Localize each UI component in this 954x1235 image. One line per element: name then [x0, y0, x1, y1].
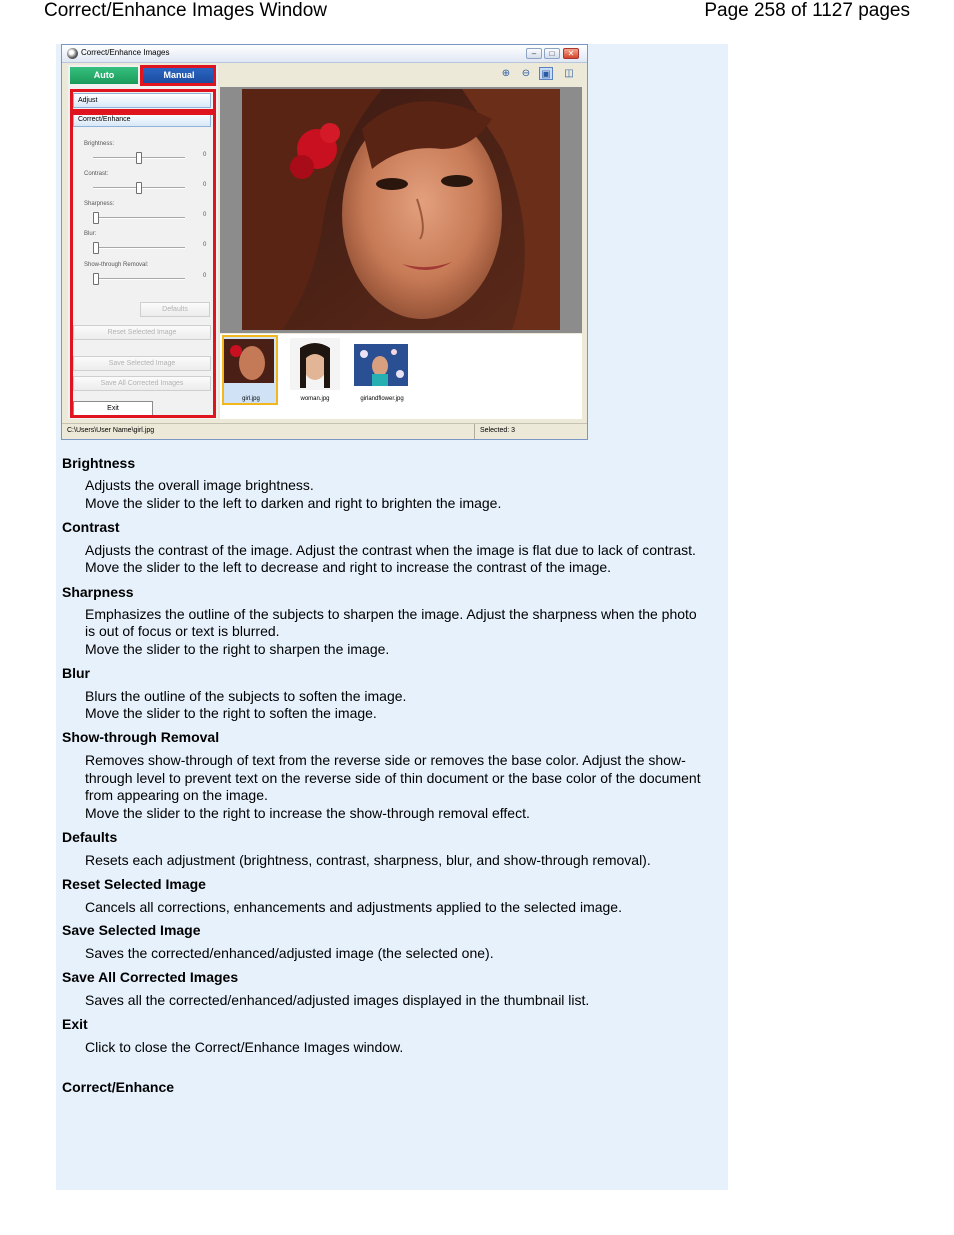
contrast-text-1: Adjusts the contrast of the image. Adjust the contrast when the image is flat due to lack of contrast.	[85, 542, 696, 558]
tab-manual[interactable]: Manual	[142, 67, 216, 84]
show-through-removal-label: Show-through Removal:	[84, 262, 149, 268]
thumbnail-label-girlandflower: girlandflower.jpg	[360, 396, 404, 402]
defaults-text-1: Resets each adjustment (brightness, contrast, sharpness, blur, and show-through removal).	[85, 852, 651, 868]
show-through-text-2: through level to prevent text on the reverse side of thin document or the base color of the document	[85, 770, 701, 786]
image-preview-area	[220, 87, 582, 333]
contrast-value: 0	[203, 182, 207, 188]
heading-brightness: Brightness	[62, 455, 136, 471]
close-icon[interactable]: ✕	[563, 48, 579, 59]
adjust-button[interactable]: Adjust	[73, 93, 211, 108]
page-header-title: Correct/Enhance Images Window	[44, 0, 328, 21]
reset-selected-image-button[interactable]: Reset Selected Image	[73, 325, 211, 340]
defaults-button[interactable]: Defaults	[140, 302, 210, 317]
show-through-text-4: Move the slider to the right to increase the show-through removal effect.	[85, 805, 530, 821]
brightness-text-1: Adjusts the overall image brightness.	[85, 477, 314, 493]
save-selected-image-button[interactable]: Save Selected Image	[73, 356, 211, 371]
left-panel	[68, 65, 218, 419]
contrast-label: Contrast:	[84, 171, 109, 177]
window-titlebar	[62, 45, 587, 63]
sharpness-text-3: Move the slider to the right to sharpen the image.	[85, 641, 390, 657]
tab-auto[interactable]: Auto	[70, 67, 138, 84]
compare-view-icon[interactable]: ◫	[564, 68, 574, 79]
heading-sharpness: Sharpness	[62, 584, 134, 600]
highlight-correct-enhance-area	[70, 112, 216, 418]
correct-enhance-window-screenshot	[61, 44, 588, 440]
blur-text-1: Blurs the outline of the subjects to soften the image.	[85, 688, 407, 704]
status-bar	[62, 423, 587, 439]
heading-save-selected-image: Save Selected Image	[62, 922, 201, 938]
status-file-path: C:\Users\User Name\girl.jpg	[67, 427, 155, 434]
full-screen-preview-icon[interactable]: ▣	[539, 67, 553, 80]
save-selected-text-1: Saves the corrected/enhanced/adjusted image (the selected one).	[85, 945, 494, 961]
thumbnail-girlandflower[interactable]	[354, 344, 408, 386]
thumbnail-woman[interactable]	[290, 338, 340, 390]
sharpness-text-2: is out of focus or text is blurred.	[85, 623, 280, 639]
show-through-text-1: Removes show-through of text from the reverse side or removes the base color. Adjust the show-	[85, 752, 686, 768]
minimize-icon[interactable]: –	[526, 48, 542, 59]
highlight-manual-tab	[140, 65, 216, 86]
maximize-icon[interactable]: □	[544, 48, 560, 59]
blur-value: 0	[203, 242, 207, 248]
exit-text-1: Click to close the Correct/Enhance Images window.	[85, 1039, 404, 1055]
zoom-out-icon[interactable]: ⊖	[521, 68, 531, 79]
page-number: Page 258 of 1127 pages	[704, 0, 910, 21]
correct-enhance-button[interactable]: Correct/Enhance	[73, 112, 211, 127]
status-selected-count: Selected: 3	[480, 427, 516, 434]
sharpness-text-1: Emphasizes the outline of the subjects to sharpen the image. Adjust the sharpness when the photo	[85, 606, 697, 622]
brightness-label: Brightness:	[84, 141, 115, 147]
reset-text-1: Cancels all corrections, enhancements and adjustments applied to the selected image.	[85, 899, 622, 915]
zoom-in-icon[interactable]: ⊕	[501, 68, 511, 79]
heading-reset-selected-image: Reset Selected Image	[62, 876, 206, 892]
exit-button[interactable]: Exit	[73, 401, 153, 416]
highlight-adjust	[70, 89, 216, 112]
heading-correct-enhance: Correct/Enhance	[62, 1079, 175, 1095]
save-all-corrected-images-button[interactable]: Save All Corrected Images	[73, 376, 211, 391]
sharpness-label: Sharpness:	[84, 201, 115, 207]
heading-contrast: Contrast	[62, 519, 120, 535]
status-divider	[474, 424, 475, 439]
contrast-text-2: Move the slider to the left to decrease and right to increase the contrast of the image.	[85, 559, 612, 575]
heading-blur: Blur	[62, 665, 90, 681]
blur-label: Blur:	[84, 231, 97, 237]
thumbnail-label-woman: woman.jpg	[300, 396, 330, 402]
heading-exit: Exit	[62, 1016, 88, 1032]
brightness-text-2: Move the slider to the left to darken and right to brighten the image.	[85, 495, 502, 511]
brightness-value: 0	[203, 152, 207, 158]
save-all-text-1: Saves all the corrected/enhanced/adjusted images displayed in the thumbnail list.	[85, 992, 590, 1008]
preview-photo	[242, 89, 560, 330]
heading-save-all-corrected-images: Save All Corrected Images	[62, 969, 239, 985]
blur-text-2: Move the slider to the right to soften the image.	[85, 705, 377, 721]
thumbnail-label-girl: girl.jpg	[242, 396, 260, 402]
app-icon	[67, 48, 78, 59]
heading-show-through-removal: Show-through Removal	[62, 729, 220, 745]
heading-defaults: Defaults	[62, 829, 118, 845]
sharpness-value: 0	[203, 212, 207, 218]
thumbnail-list	[220, 334, 582, 419]
window-title: Correct/Enhance Images	[81, 48, 170, 57]
thumbnail-girl[interactable]	[224, 339, 274, 383]
show-through-text-3: from appearing on the image.	[85, 787, 268, 803]
show-through-value: 0	[203, 273, 207, 279]
